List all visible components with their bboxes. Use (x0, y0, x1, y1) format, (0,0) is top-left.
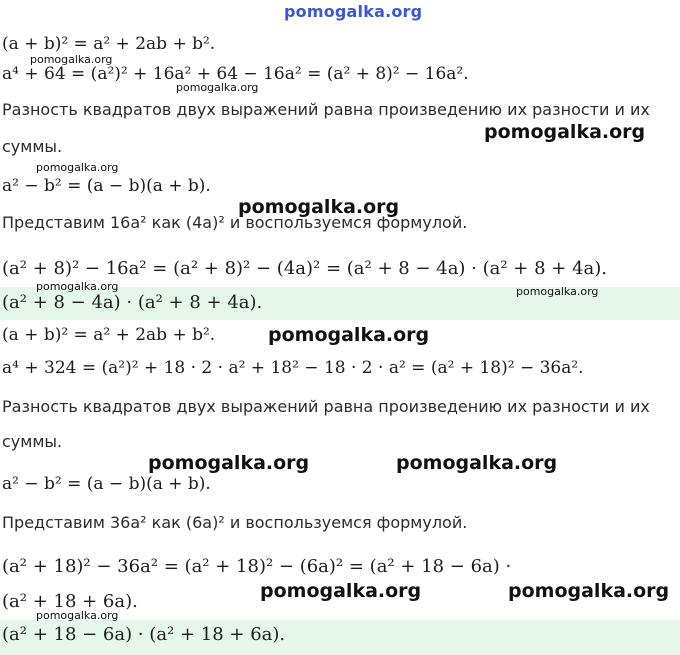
expansion-2-line2: (a² + 18 + 6a). (2, 591, 138, 612)
watermark-small: pomogalka.org (176, 81, 259, 94)
watermark-small: pomogalka.org (30, 53, 113, 66)
text-diff-2-line1: Разность квадратов двух выражений равна произведению их разности и их (2, 397, 650, 416)
formula-diff-2: a² − b² = (a − b)(a + b). (2, 474, 211, 494)
formula-square-2: (a + b)² = a² + 2ab + b². (2, 325, 216, 345)
watermark: pomogalka.org (508, 580, 670, 602)
watermark-small: pomogalka.org (516, 285, 599, 298)
watermark-small: pomogalka.org (36, 280, 119, 293)
answer-1: (a² + 8 − 4a) · (a² + 8 + 4a). (2, 292, 263, 313)
text-diff-1-line2: суммы. (2, 137, 63, 156)
watermark: pomogalka.org (260, 580, 422, 602)
text-diff-1-line1: Разность квадратов двух выражений равна произведению их разности и их (2, 100, 650, 119)
expansion-1: (a² + 8)² − 16a² = (a² + 8)² − (4a)² = (a² + 8 − 4a) · (a² + 8 + 4a). (2, 258, 608, 279)
watermark: pomogalka.org (268, 324, 430, 346)
text-represent-2: Представим 36a² как (6a)² и воспользуемся формулой. (2, 513, 468, 532)
watermark: pomogalka.org (238, 196, 400, 218)
text-diff-2-line2: суммы. (2, 432, 63, 451)
watermark-small: pomogalka.org (36, 161, 119, 174)
formula-diff-1: a² − b² = (a − b)(a + b). (2, 176, 211, 196)
transform-2: a⁴ + 324 = (a²)² + 18 · 2 · a² + 18² − 18 · 2 · a² = (a² + 18)² − 36a². (2, 358, 584, 378)
text-represent-1: Представим 16a² как (4a)² и воспользуемся формулой. (2, 213, 468, 232)
watermark: pomogalka.org (484, 121, 646, 143)
expansion-2-line1: (a² + 18)² − 36a² = (a² + 18)² − (6a)² = (a² + 18 − 6a) · (2, 556, 512, 577)
watermark: pomogalka.org (396, 452, 558, 474)
formula-square-1: (a + b)² = a² + 2ab + b². (2, 34, 216, 54)
watermark-top: pomogalka.org (284, 2, 423, 21)
answer-2: (a² + 18 − 6a) · (a² + 18 + 6a). (2, 624, 286, 645)
watermark-small: pomogalka.org (36, 609, 119, 622)
transform-1: a⁴ + 64 = (a²)² + 16a² + 64 − 16a² = (a² + 8)² − 16a². (2, 64, 469, 84)
watermark: pomogalka.org (148, 452, 310, 474)
